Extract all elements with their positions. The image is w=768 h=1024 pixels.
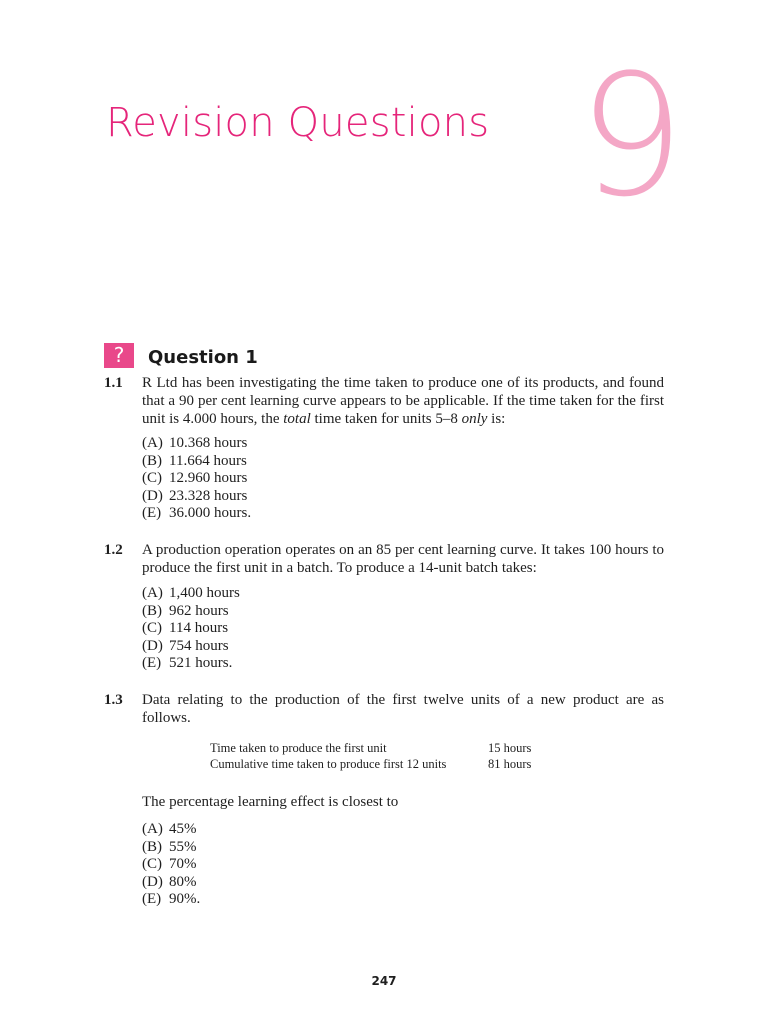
item-text: A production operation operates on an 85 per cent learning curve. It takes 100 hours to produce the first unit in a batch. To produce a 14-unit batch takes: — [142, 542, 664, 576]
item-text: R Ltd has been investigating the time taken to produce one of its products, and found that a 90 per cent learning curve appears to be applicable. If the time taken for the first unit is 4.000 hours, the total time taken for units 5–8 only is: — [142, 375, 664, 427]
item-number: 1.1 — [104, 375, 123, 391]
option-d: (D) 23.328 hours — [142, 487, 248, 504]
data-row: Cumulative time taken to produce first 12 units 81 hours — [210, 757, 532, 771]
data-row: Time taken to produce the first unit 15 hours — [210, 741, 532, 755]
option-c: (C) 114 hours — [142, 620, 229, 636]
options-1-1 — [142, 435, 251, 523]
page-number: 247 — [371, 974, 397, 988]
option-b: (B) 55% — [142, 838, 197, 855]
question-heading: Question 1 — [148, 347, 258, 368]
question-item-1-2 — [104, 541, 664, 577]
question-mark-icon: ? — [104, 343, 134, 368]
option-a: (A) 45% — [142, 821, 197, 837]
option-e: (E) 36.000 hours. — [142, 505, 252, 521]
option-a: (A) 1,400 hours — [142, 585, 240, 601]
option-b: (B) 962 hours — [142, 602, 229, 619]
option-d: (D) 80% — [142, 873, 197, 890]
option-e: (E) 90%. — [142, 891, 201, 907]
option-c: (C) 12.960 hours — [142, 470, 248, 486]
option-d: (D) 754 hours — [142, 637, 229, 654]
options-1-2 — [142, 585, 240, 673]
option-c: (C) 70% — [142, 856, 197, 872]
emphasis-total: total — [283, 411, 311, 427]
option-e: (E) 521 hours. — [142, 655, 233, 671]
question-item-1-3 — [104, 691, 664, 727]
emphasis-only: only — [461, 411, 488, 427]
chapter-number: 9 — [578, 38, 685, 234]
options-1-3 — [142, 821, 200, 909]
chapter-title: Revision Questions — [106, 100, 490, 146]
question-item-1-1 — [104, 374, 664, 428]
option-a: (A) 10.368 hours — [142, 435, 248, 451]
option-b: (B) 11.664 hours — [142, 452, 247, 469]
data-table — [210, 740, 531, 772]
item-number: 1.3 — [104, 692, 123, 708]
lead-text: The percentage learning effect is closest to — [142, 794, 399, 810]
item-number: 1.2 — [104, 542, 123, 558]
item-text: Data relating to the production of the first twelve units of a new product are as follows. — [142, 692, 664, 726]
